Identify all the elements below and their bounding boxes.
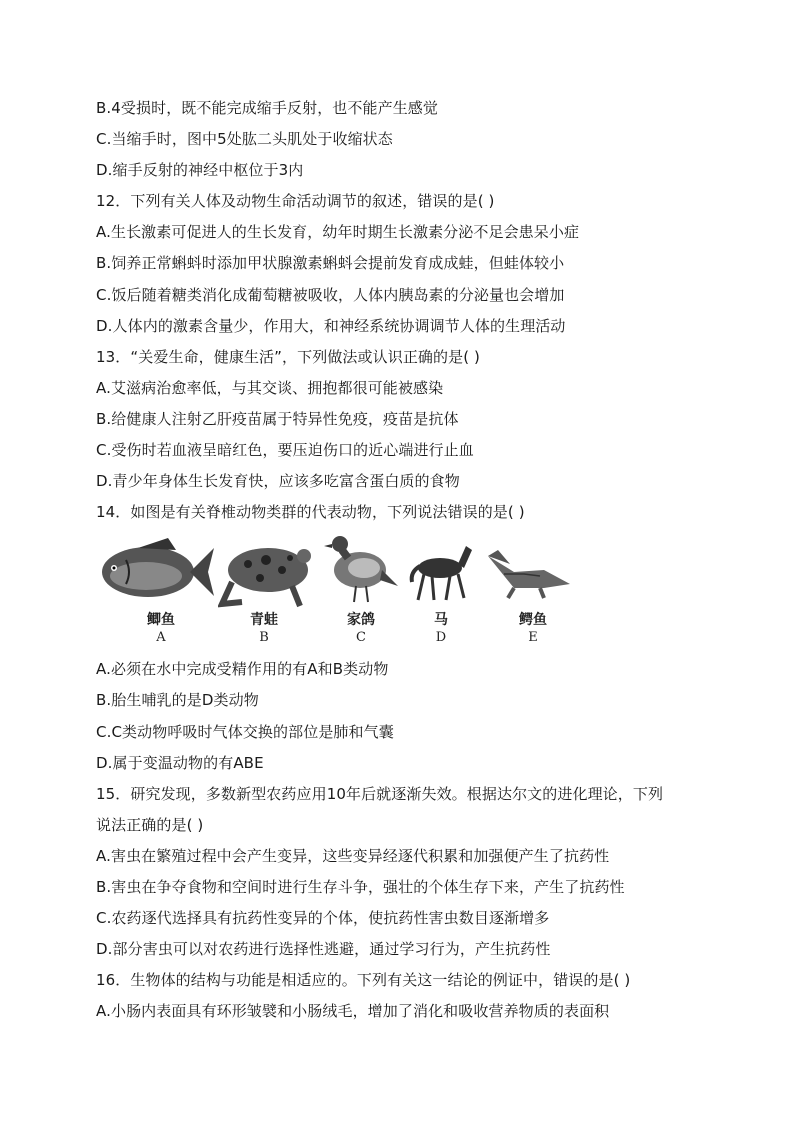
q12-option-a: A.生长激素可促进人的生长发育，幼年时期生长激素分泌不足会患呆小症: [96, 223, 580, 242]
q14-option-b: B.胎生哺乳的是D类动物: [96, 691, 259, 710]
crocodile-image: [484, 544, 574, 604]
animal-label-a: 鲫鱼 A: [147, 612, 175, 646]
q14-option-c: C.C类动物呼吸时气体交换的部位是肺和气囊: [96, 722, 394, 741]
q12-option-b: B.饲养正常蝌蚪时添加甲状腺激素蝌蚪会提前发育成成蛙，但蛙体较小: [96, 254, 565, 273]
q13-option-d: D.青少年身体生长发育快，应该多吃富含蛋白质的食物: [96, 472, 460, 491]
option-line: B.4受损时，既不能完成缩手反射，也不能产生感觉: [96, 99, 439, 117]
question-15-stem-line-1: 15．研究发现，多数新型农药应用10年后就逐渐失效。根据达尔文的进化理论，下列: [96, 784, 664, 803]
animal-label-c: 家鸽 C: [347, 612, 375, 646]
q13-option-c: C.受伤时若血液呈暗红色，要压迫伤口的近心端进行止血: [96, 441, 474, 460]
q15-option-c: C.农药逐代选择具有抗药性变异的个体，使抗药性害虫数目逐渐增多: [96, 909, 550, 928]
q15-option-d: D.部分害虫可以对农药进行选择性逃避，通过学习行为，产生抗药性: [96, 940, 551, 959]
fish-image: [98, 530, 216, 610]
frog-image: [218, 534, 314, 610]
question-13-stem: 13．“关爱生命，健康生活”，下列做法或认识正确的是( ): [96, 347, 481, 366]
question-15-stem-line-2: 说法正确的是( ): [96, 815, 204, 834]
q12-option-d: D.人体内的激素含量少，作用大，和神经系统协调调节人体的生理活动: [96, 316, 566, 335]
q15-option-a: A.害虫在繁殖过程中会产生变异，这些变异经逐代积累和加强便产生了抗药性: [96, 846, 610, 865]
question-16-stem: 16．生物体的结构与功能是相适应的。下列有关这一结论的例证中，错误的是( ): [96, 971, 631, 990]
q14-option-a: A.必须在水中完成受精作用的有A和B类动物: [96, 660, 389, 679]
q13-option-a: A.艾滋病治愈率低，与其交谈、拥抱都很可能被感染: [96, 378, 444, 397]
q14-option-d: D.属于变温动物的有ABE: [96, 753, 264, 772]
animal-label-b: 青蛙 B: [250, 612, 278, 646]
option-line: C.当缩手时，图中5处肱二头肌处于收缩状态: [96, 130, 393, 149]
q16-option-a: A.小肠内表面具有环形皱襞和小肠绒毛，增加了消化和吸收营养物质的表面积: [96, 1002, 610, 1021]
option-line: D.缩手反射的神经中枢位于3内: [96, 161, 304, 180]
pigeon-image: [320, 530, 400, 610]
q13-option-b: B.给健康人注射乙肝疫苗属于特异性免疫，疫苗是抗体: [96, 409, 459, 428]
horse-image: [406, 538, 476, 608]
question-14-stem: 14．如图是有关脊椎动物类群的代表动物，下列说法错误的是( ): [96, 503, 525, 522]
question-12-stem: 12．下列有关人体及动物生命活动调节的叙述，错误的是( ): [96, 192, 495, 211]
animal-label-d: 马 D: [434, 612, 448, 646]
q12-option-c: C.饭后随着糖类消化成葡萄糖被吸收，人体内胰岛素的分泌量也会增加: [96, 285, 565, 304]
exam-page: [96, 93, 736, 1027]
q15-option-b: B.害虫在争夺食物和空间时进行生存斗争，强壮的个体生存下来，产生了抗药性: [96, 877, 625, 896]
animal-label-e: 鳄鱼 E: [519, 612, 547, 646]
vertebrate-animals-figure: [96, 530, 736, 650]
